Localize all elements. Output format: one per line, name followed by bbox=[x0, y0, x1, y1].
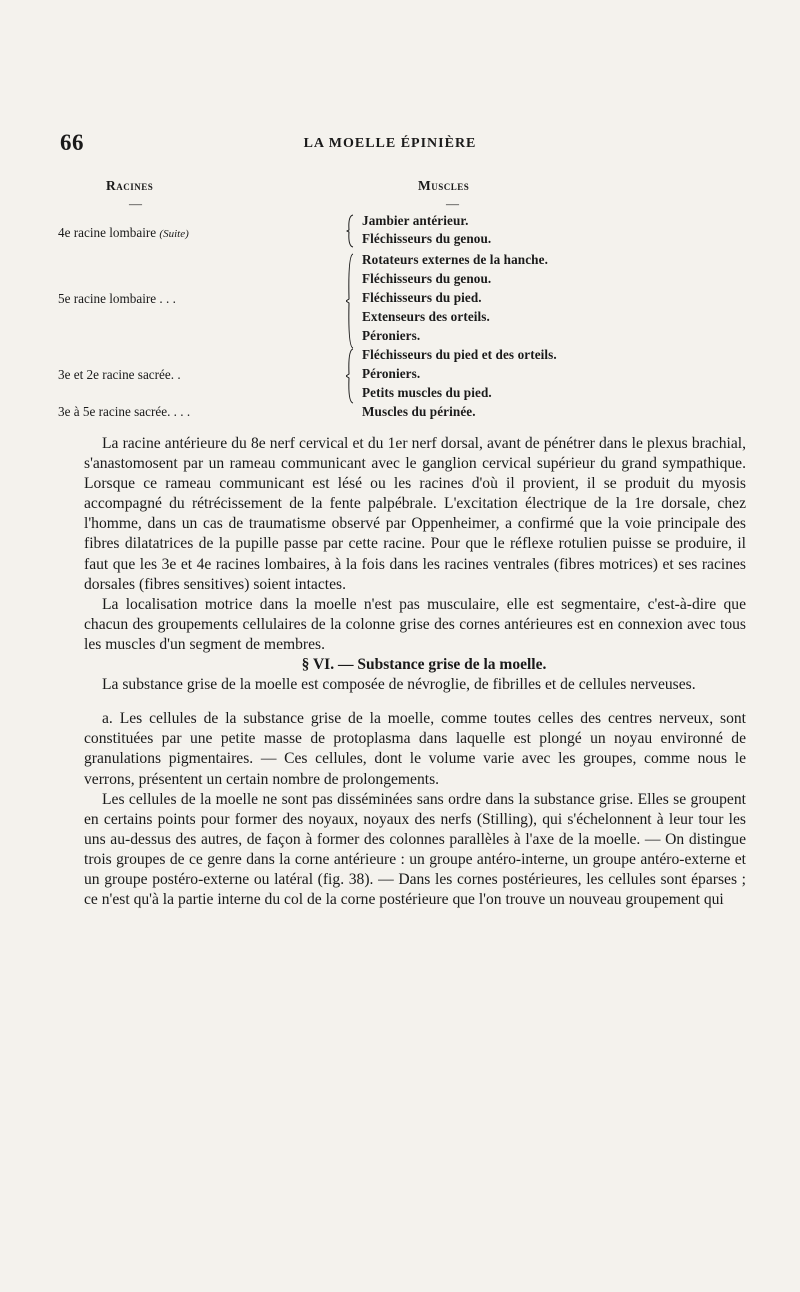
muscle-item: Jambier antérieur. bbox=[362, 213, 469, 228]
muscle-item: Petits muscles du pied. bbox=[362, 385, 492, 400]
col-dash-roots: — bbox=[129, 196, 142, 211]
col-heading-roots: Racines bbox=[106, 178, 154, 193]
muscle-item: Fléchisseurs du pied. bbox=[362, 290, 482, 305]
brace bbox=[346, 214, 354, 248]
brace bbox=[346, 253, 354, 349]
root-label bbox=[58, 225, 189, 241]
brace bbox=[346, 348, 354, 404]
muscle-item: Fléchisseurs du genou. bbox=[362, 271, 492, 286]
paragraph: La localisation motrice dans la moelle n'est pas musculaire, elle est segmentaire, c'est-à-dire que chacun des groupements cellulaires de la colonne grise des cornes antérieures est en connexion avec tous les muscles d'un segment de membres. bbox=[84, 595, 746, 653]
paragraph: La substance grise de la moelle est composée de névroglie, de fibrilles et de cellules nerveuses. bbox=[102, 676, 696, 694]
muscle-item: Fléchisseurs du genou. bbox=[362, 231, 492, 246]
root-name: 4e racine lombaire bbox=[58, 225, 157, 240]
muscle-item: Fléchisseurs du pied et des orteils. bbox=[362, 347, 557, 362]
paragraph: La racine antérieure du 8e nerf cervical et du 1er nerf dorsal, avant de pénétrer dans le plexus brachial, s'anastomosent par un rameau communicant avec le ganglion cervical supérieur du grand sympathique. Lorsque ce rameau communicant est lésé ou les racines d'où il provient, il se produit du myosis accompagné du rétrécissement de la fente palpébrale. L'excitation électrique de la 1re dorsale, chez l'homme, dans un cas de traumatisme observé par Oppenheimer, a confirmé que la voie principale des fibres dilatatrices de la pupille passe par cette racine. Pour que le réflexe rotulien puisse se produire, il faut que les 3e et 4e racines lombaires, à la fois dans les racines ventrales (fibres motrices) et ses racines dorsales (fibres sensitives) soient intactes. bbox=[84, 435, 746, 593]
root-note: (Suite) bbox=[159, 228, 189, 240]
page-header bbox=[60, 130, 720, 154]
muscle-item: Muscles du périnée. bbox=[362, 404, 476, 419]
root-label: 3e à 5e racine sacrée. . . . bbox=[58, 404, 191, 419]
body-text bbox=[84, 434, 746, 910]
paragraph: Les cellules de la moelle ne sont pas disséminées sans ordre dans la substance grise. Elles se groupent en certains points pour former des noyaux, noyaux des nerfs (Stilling), qui s'échelonnent à leur tour les uns au-dessus des autres, de façon à former des colonnes parallèles à l'axe de la moelle. — On distingue trois groupes de ce genre dans la corne antérieure : un groupe antéro-interne, un groupe antéro-externe et un groupe postéro-externe ou latéral (fig. 38). — Dans les cornes postérieures, les cellules sont éparses ; ce n'est qu'à la partie interne du col de la corne postérieure que l'on trouve un nouveau groupement qui bbox=[84, 790, 746, 909]
paragraph: a. Les cellules de la substance grise de la moelle, comme toutes celles des centres nerveux, sont constituées par une petite masse de protoplasma dans laquelle est plongé un noyau environné de granulations pigmentaires. — Ces cellules, dont le volume varie avec les groupes, comme nous le verrons, présentent un certain nombre de prolongements. bbox=[84, 710, 746, 788]
muscle-item: Extenseurs des orteils. bbox=[362, 309, 490, 324]
muscle-item: Péroniers. bbox=[362, 328, 421, 343]
muscle-item: Péroniers. bbox=[362, 366, 421, 381]
root-label: 3e et 2e racine sacrée. . bbox=[58, 367, 181, 382]
root-label: 5e racine lombaire . . . bbox=[58, 291, 176, 306]
section-title: § VI. — Substance grise de la moelle. bbox=[301, 656, 547, 674]
muscle-item: Rotateurs externes de la hanche. bbox=[362, 252, 548, 267]
col-heading-muscles: Muscles bbox=[418, 178, 470, 193]
running-title: LA MOELLE ÉPINIÈRE bbox=[303, 136, 477, 151]
page-number: 66 bbox=[60, 130, 84, 155]
col-dash-muscles: — bbox=[446, 196, 459, 211]
